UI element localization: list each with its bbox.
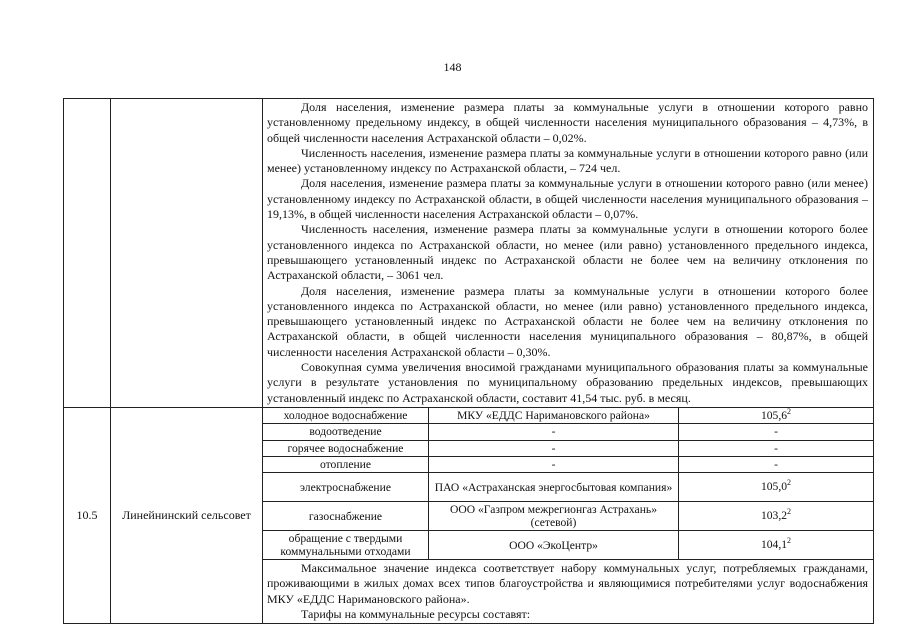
- provider-name: МКУ «ЕДДС Наримановского района»: [429, 407, 679, 423]
- paragraph: Доля населения, изменение размера платы за коммунальные услуги в отношении которого равно установленному предельному индексу, в общей численности населения муниципального образования – 4,73%, в общей численности населения Астраханской области – 0,02%.: [267, 100, 869, 145]
- paragraph: Тарифы на коммунальные ресурсы составят:: [301, 607, 531, 622]
- provider-name: ООО «Газпром межрегионгаз Астрахань» (сетевой): [429, 502, 679, 531]
- section-number: 10.5: [64, 407, 111, 623]
- index-value: 104,1$^2$: [679, 531, 874, 560]
- paragraph: Численность населения, изменение размера платы за коммунальные услуги в отношении которого более установленного индекса по Астраханской области, но менее (или равно) установленного предельного индекса, превышающего установленный индекс по Астраханской области не более чем на величину отклонения по Астраханской области, – 3061 чел.: [267, 222, 869, 283]
- provider-name: -: [429, 440, 679, 456]
- empty-name-cell: [111, 99, 263, 408]
- provider-name: -: [429, 456, 679, 472]
- service-name: водоотведение: [263, 424, 429, 440]
- provider-name: -: [429, 424, 679, 440]
- paragraph: Максимальное значение индекса соответствует набору коммунальных услуг, потребляемых гражданами, проживающими в жилых домах всех типов благоустройства и являющимися потребителями услуг водоснабжения МКУ «ЕДДС Наримановского района».: [267, 561, 869, 606]
- section-name: Линейнинский сельсовет: [111, 407, 263, 623]
- empty-number-cell: [64, 99, 111, 408]
- index-value: -: [679, 424, 874, 440]
- service-name: отопление: [263, 456, 429, 472]
- provider-name: ПАО «Астраханская энергосбытовая компания»: [429, 473, 679, 502]
- index-value: -: [679, 440, 874, 456]
- document-table: [63, 98, 874, 624]
- service-name: горячее водоснабжение: [263, 440, 429, 456]
- table-row: [64, 407, 874, 423]
- paragraph: Совокупная сумма увеличения вносимой гражданами муниципального образования платы за коммунальные услуги в результате установления по муниципальному образованию предельных индексов, превышающих установленный индекс по Астраханской области, составит 41,54 тыс. руб. в месяц.: [267, 360, 869, 405]
- service-name: электроснабжение: [263, 473, 429, 502]
- index-value: 103,2$^2$: [679, 502, 874, 531]
- provider-name: ООО «ЭкоЦентр»: [429, 531, 679, 560]
- service-name: газоснабжение: [263, 502, 429, 531]
- service-name: холодное водоснабжение: [263, 407, 429, 423]
- top-text-row: [64, 99, 874, 408]
- paragraph: Доля населения, изменение размера платы за коммунальные услуги в отношении которого более установленного индекса по Астраханской области, но менее (или равно) установленного предельного индекса, превышающего установленный индекс по Астраханской области не более чем на величину отклонения по Астраханской области, в общей численности населения муниципального образования – 80,87%, в общей численности населения Астраханской области – 0,30%.: [267, 283, 869, 359]
- page-number: 148: [443, 60, 462, 74]
- paragraph: Доля населения, изменение размера платы за коммунальные услуги в отношении которого равно (или менее) установленному индексу по Астраханской области, в общей численности населения муниципального образования – 19,13%, в общей численности населения Астраханской области – 0,07%.: [267, 176, 869, 222]
- bottom-paragraphs-cell: [263, 560, 874, 624]
- paragraph: Численность населения, изменение размера платы за коммунальные услуги в отношении которого равно (или менее) установленному индексу по Астраханской области, – 724 чел.: [267, 145, 869, 176]
- index-value: -: [679, 456, 874, 472]
- service-name: обращение с твердыми коммунальными отходами: [263, 531, 429, 560]
- index-value: 105,6$^2$: [679, 407, 874, 423]
- index-value: 105,0$^2$: [679, 473, 874, 502]
- top-paragraphs-cell: [263, 99, 874, 408]
